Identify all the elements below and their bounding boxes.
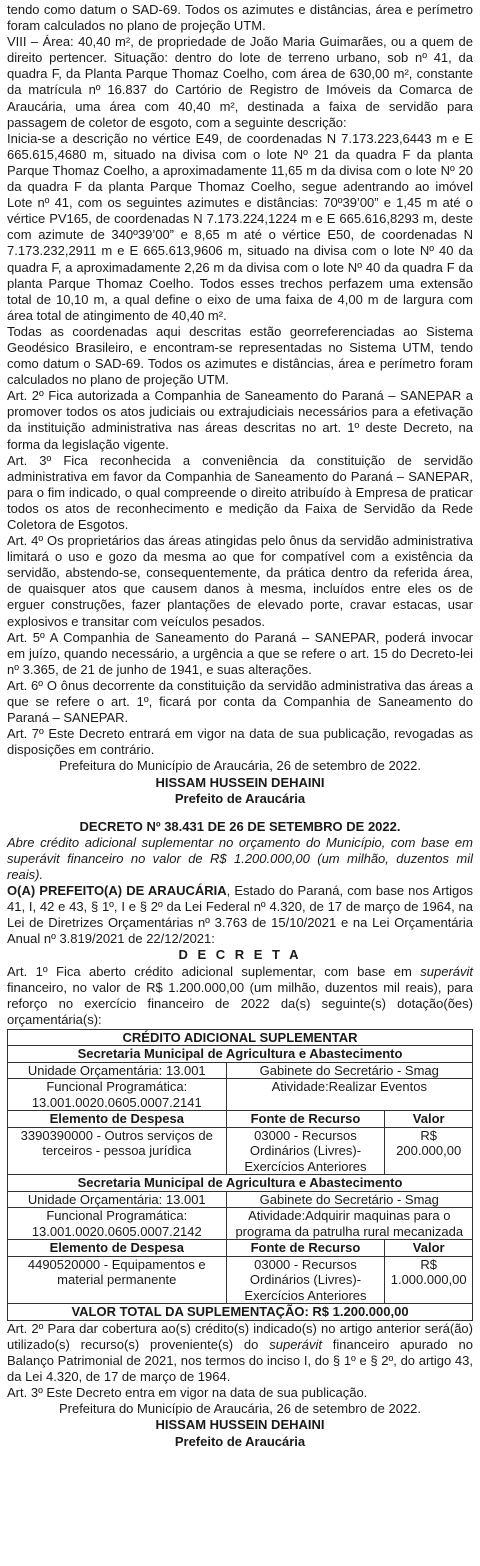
- col-valor-2: Valor: [385, 1240, 473, 1257]
- col-valor-1: Valor: [385, 1111, 473, 1128]
- funcional-label-2: Funcional Programática: 13.001.0020.0605.0007.2142: [8, 1208, 227, 1240]
- article-2: Art. 2º Fica autorizada a Companhia de Saneamento do Paraná – SANEPAR a promover todos os atos judiciais ou extrajudiciais necessários para a efetivação da instituição administrativa nas áreas descritas no art. 1º deste Decreto, na forma da legislação vigente.: [7, 388, 473, 452]
- credit-table: [7, 1029, 473, 1321]
- table-secretaria-2: Secretaria Municipal de Agricultura e Abastecimento: [8, 1175, 473, 1192]
- table-heading: CRÉDITO ADICIONAL SUPLEMENTAR: [8, 1029, 473, 1046]
- decree-article-1: [7, 964, 473, 1028]
- unidade-label-1: Unidade Orçamentária: 13.001: [8, 1062, 227, 1079]
- article-4: Art. 4º Os proprietários das áreas atingidas pelo ônus da servidão administrativa limitará o uso e gozo da mesma ao que for compatível com a existência da servidão, abstendo-se, consequentemente, da prática dentro da referida área, de quaisquer atos que causem danos à mesma, incluídos entre eles os de erguer construções, fazer plantações de elevado porte, cravar estacas, usar explosivos e transitar com veículos pesados.: [7, 533, 473, 629]
- signer-role: Prefeito de Araucária: [174, 790, 306, 806]
- art1-emphasis: superávit: [420, 963, 473, 979]
- art2-text-b: financeiro apurado no Balanço Patrimonial de 2021, nos termos do inciso I, do § 1º e § 2º, do artigo 43, da Lei 4.320, de 17 de março de 1964.: [7, 1337, 473, 1385]
- paragraph-datum-end: tendo como datum o SAD-69. Todos os azimutes e distâncias, área e perímetro foram calculados no plano de projeção UTM.: [7, 2, 473, 34]
- decree-signer-name: HISSAM HUSSEIN DEHAINI: [155, 1417, 325, 1433]
- col-fonte-2: Fonte de Recurso: [226, 1240, 385, 1257]
- paragraph-coordinates: Todas as coordenadas aqui descritas estão georreferenciadas ao Sistema Geodésico Brasileiro, e encontram-se representadas no Sistema UTM, tendo como datum o SAD-69. Todos os azimutes e distâncias, área e perímetro foram calculados no plano de projeção UTM.: [7, 323, 473, 388]
- table-secretaria-1: Secretaria Municipal de Agricultura e Abastecimento: [8, 1046, 473, 1063]
- fonte-2: 03000 - Recursos Ordinários (Livres)- Exercícios Anteriores: [226, 1256, 385, 1304]
- paragraph-description: Inicia-se a descrição no vértice E49, de coordenadas N 7.173.223,6443 m e E 665.615,4680 m, situado na divisa com o lote Nº 21 da quadra F da planta Parque Thomaz Coelho, a aproximadamente 11,65 m da divisa com o lote Nº 20 da quadra F da planta Parque Thomaz Coelho, segue adentrando ao imóvel Lote nº 41, com os seguintes azimutes e distâncias: 70º39’00” e 1,45 m até o vértice PV165, de coordenadas N 7.173.224,1224 m e E 665.616,8293 m, deste com azimute de 340º39’00” e 8,65 m até o vértice E50, de coordenadas N 7.173.232,2911 m e E 665.613,9606 m, situado na divisa com o lote Nº 40 da quadra F, a aproximadamente 2,26 m da divisa com o lote Nº 40 da quadra F da planta Parque Thomaz Coelho. Todos esses trechos perfazem uma extensão total de 10,10 m, a qual define o eixo de uma faixa de 4,00 m de largura com área total de atingimento de 40,40 m².: [7, 130, 473, 323]
- decreta-heading: D E C R E T A: [178, 947, 302, 963]
- valor-1: R$ 200.000,00: [385, 1127, 473, 1175]
- col-elemento-2: Elemento de Despesa: [8, 1240, 227, 1257]
- decree-article-2: [7, 1321, 473, 1385]
- decree-article-3: Art. 3º Este Decreto entra em vigor na data de sua publicação.: [7, 1385, 368, 1401]
- valor-2: R$ 1.000.000,00: [385, 1256, 473, 1304]
- table-total: VALOR TOTAL DA SUPLEMENTAÇÃO: R$ 1.200.000,00: [8, 1304, 473, 1321]
- art1-text-b: financeiro, no valor de R$ 1.200.000,00 (um milhão, duzentos mil reais), para reforço no exercício financeiro de 2022 da(s) seguinte(s) dotação(ões) orçamentária(s):: [7, 979, 473, 1027]
- article-6: Art. 6º O ônus decorrente da constituição da servidão administrativa das áreas a que se refere o art. 1º, ficará por conta da Companhia de Saneamento do Paraná – SANEPAR.: [7, 677, 473, 726]
- funcional-label-1: Funcional Programática: 13.001.0020.0605.0007.2141: [8, 1079, 227, 1111]
- col-elemento-1: Elemento de Despesa: [8, 1111, 227, 1128]
- article-5: Art. 5º A Companhia de Saneamento do Paraná – SANEPAR, poderá invocar em juízo, quando necessário, a urgência a que se refere o art. 15 do Decreto-lei nº 3.365, de 21 de junho de 1941, e suas alterações.: [7, 629, 473, 677]
- decree-title: DECRETO Nº 38.431 DE 26 DE SETEMBRO DE 2022.: [79, 818, 401, 834]
- art1-text-a: Art. 1º Fica aberto crédito adicional suplementar, com base em: [7, 963, 421, 979]
- decree-summary: Abre crédito adicional suplementar no orçamento do Município, com base em superávit financeiro no valor de R$ 1.200.000,00 (um milhão, duzentos mil reais).: [7, 834, 473, 882]
- unidade-label-2: Unidade Orçamentária: 13.001: [8, 1191, 227, 1208]
- intro-text: , Estado do Paraná, com base nos Artigos 41, I, 42 e 43, § 1º, I e § 2º da Lei Federal nº 4.320, de 17 de março de 1964, na Lei de Diretrizes Orçamentárias nº 3.763 de 15/10/2021 e na Lei Orçamentária Anual nº 3.819/2021 de 22/12/2021:: [7, 883, 474, 947]
- paragraph-area-viii: VIII – Área: 40,40 m², de propriedade de João Maria Guimarães, ou a quem de direito pertencer. Situação: dentro do lote de terreno urbano, sob nº 41, da quadra F, da Planta Parque Thomaz Coelho, com área de 630,00 m², constante da matrícula nº 16.837 do Cartório de Registro de Imóveis da Comarca de Araucária, uma área com 40,40 m², destinada a faixa de servidão para passagem de coletor de esgoto, com a seguinte descrição:: [7, 34, 473, 130]
- place-date: Prefeitura do Município de Araucária, 26 de setembro de 2022.: [58, 758, 422, 774]
- art2-text-a: Art. 2º Para dar cobertura ao(s) crédito(s) indicado(s) no artigo anterior será(ão) utilizado(s) recurso(s) proveniente(s) do: [7, 1320, 473, 1352]
- signer-name: HISSAM HUSSEIN DEHAINI: [155, 774, 325, 790]
- col-fonte-1: Fonte de Recurso: [226, 1111, 385, 1128]
- funcional-value-1: Atividade:Realizar Eventos: [226, 1079, 472, 1111]
- unidade-value-1: Gabinete do Secretário - Smag: [226, 1062, 472, 1079]
- unidade-value-2: Gabinete do Secretário - Smag: [226, 1191, 472, 1208]
- decree-intro: [7, 883, 473, 947]
- art2-emphasis: superávit: [269, 1337, 322, 1352]
- article-7: Art. 7º Este Decreto entrará em vigor na data de sua publicação, revogadas as disposições em contrário.: [7, 726, 473, 758]
- decree-signer-role: Prefeito de Araucária: [174, 1433, 306, 1449]
- intro-authority: O(A) PREFEITO(A) DE ARAUCÁRIA: [7, 883, 227, 899]
- elemento-2: 4490520000 - Equipamentos e material permanente: [8, 1256, 227, 1304]
- fonte-1: 03000 - Recursos Ordinários (Livres)- Exercícios Anteriores: [226, 1127, 385, 1175]
- gazette-page: [7, 0, 473, 1450]
- decree-place-date: Prefeitura do Município de Araucária, 26 de setembro de 2022.: [58, 1401, 422, 1417]
- article-3: Art. 3º Fica reconhecida a conveniência da constituição de servidão administrativa em favor da Companhia de Saneamento do Paraná – SANEPAR, para o fim indicado, o qual compreende o direito atribuído à Empresa de praticar todos os atos de reconhecimento e medição da Faixa de Servidão da Rede Coletora de Esgotos.: [7, 452, 473, 532]
- funcional-value-2: Atividade:Adquirir maquinas para o programa da patrulha rural mecanizada: [226, 1208, 472, 1240]
- elemento-1: 3390390000 - Outros serviços de terceiros - pessoa jurídica: [8, 1127, 227, 1175]
